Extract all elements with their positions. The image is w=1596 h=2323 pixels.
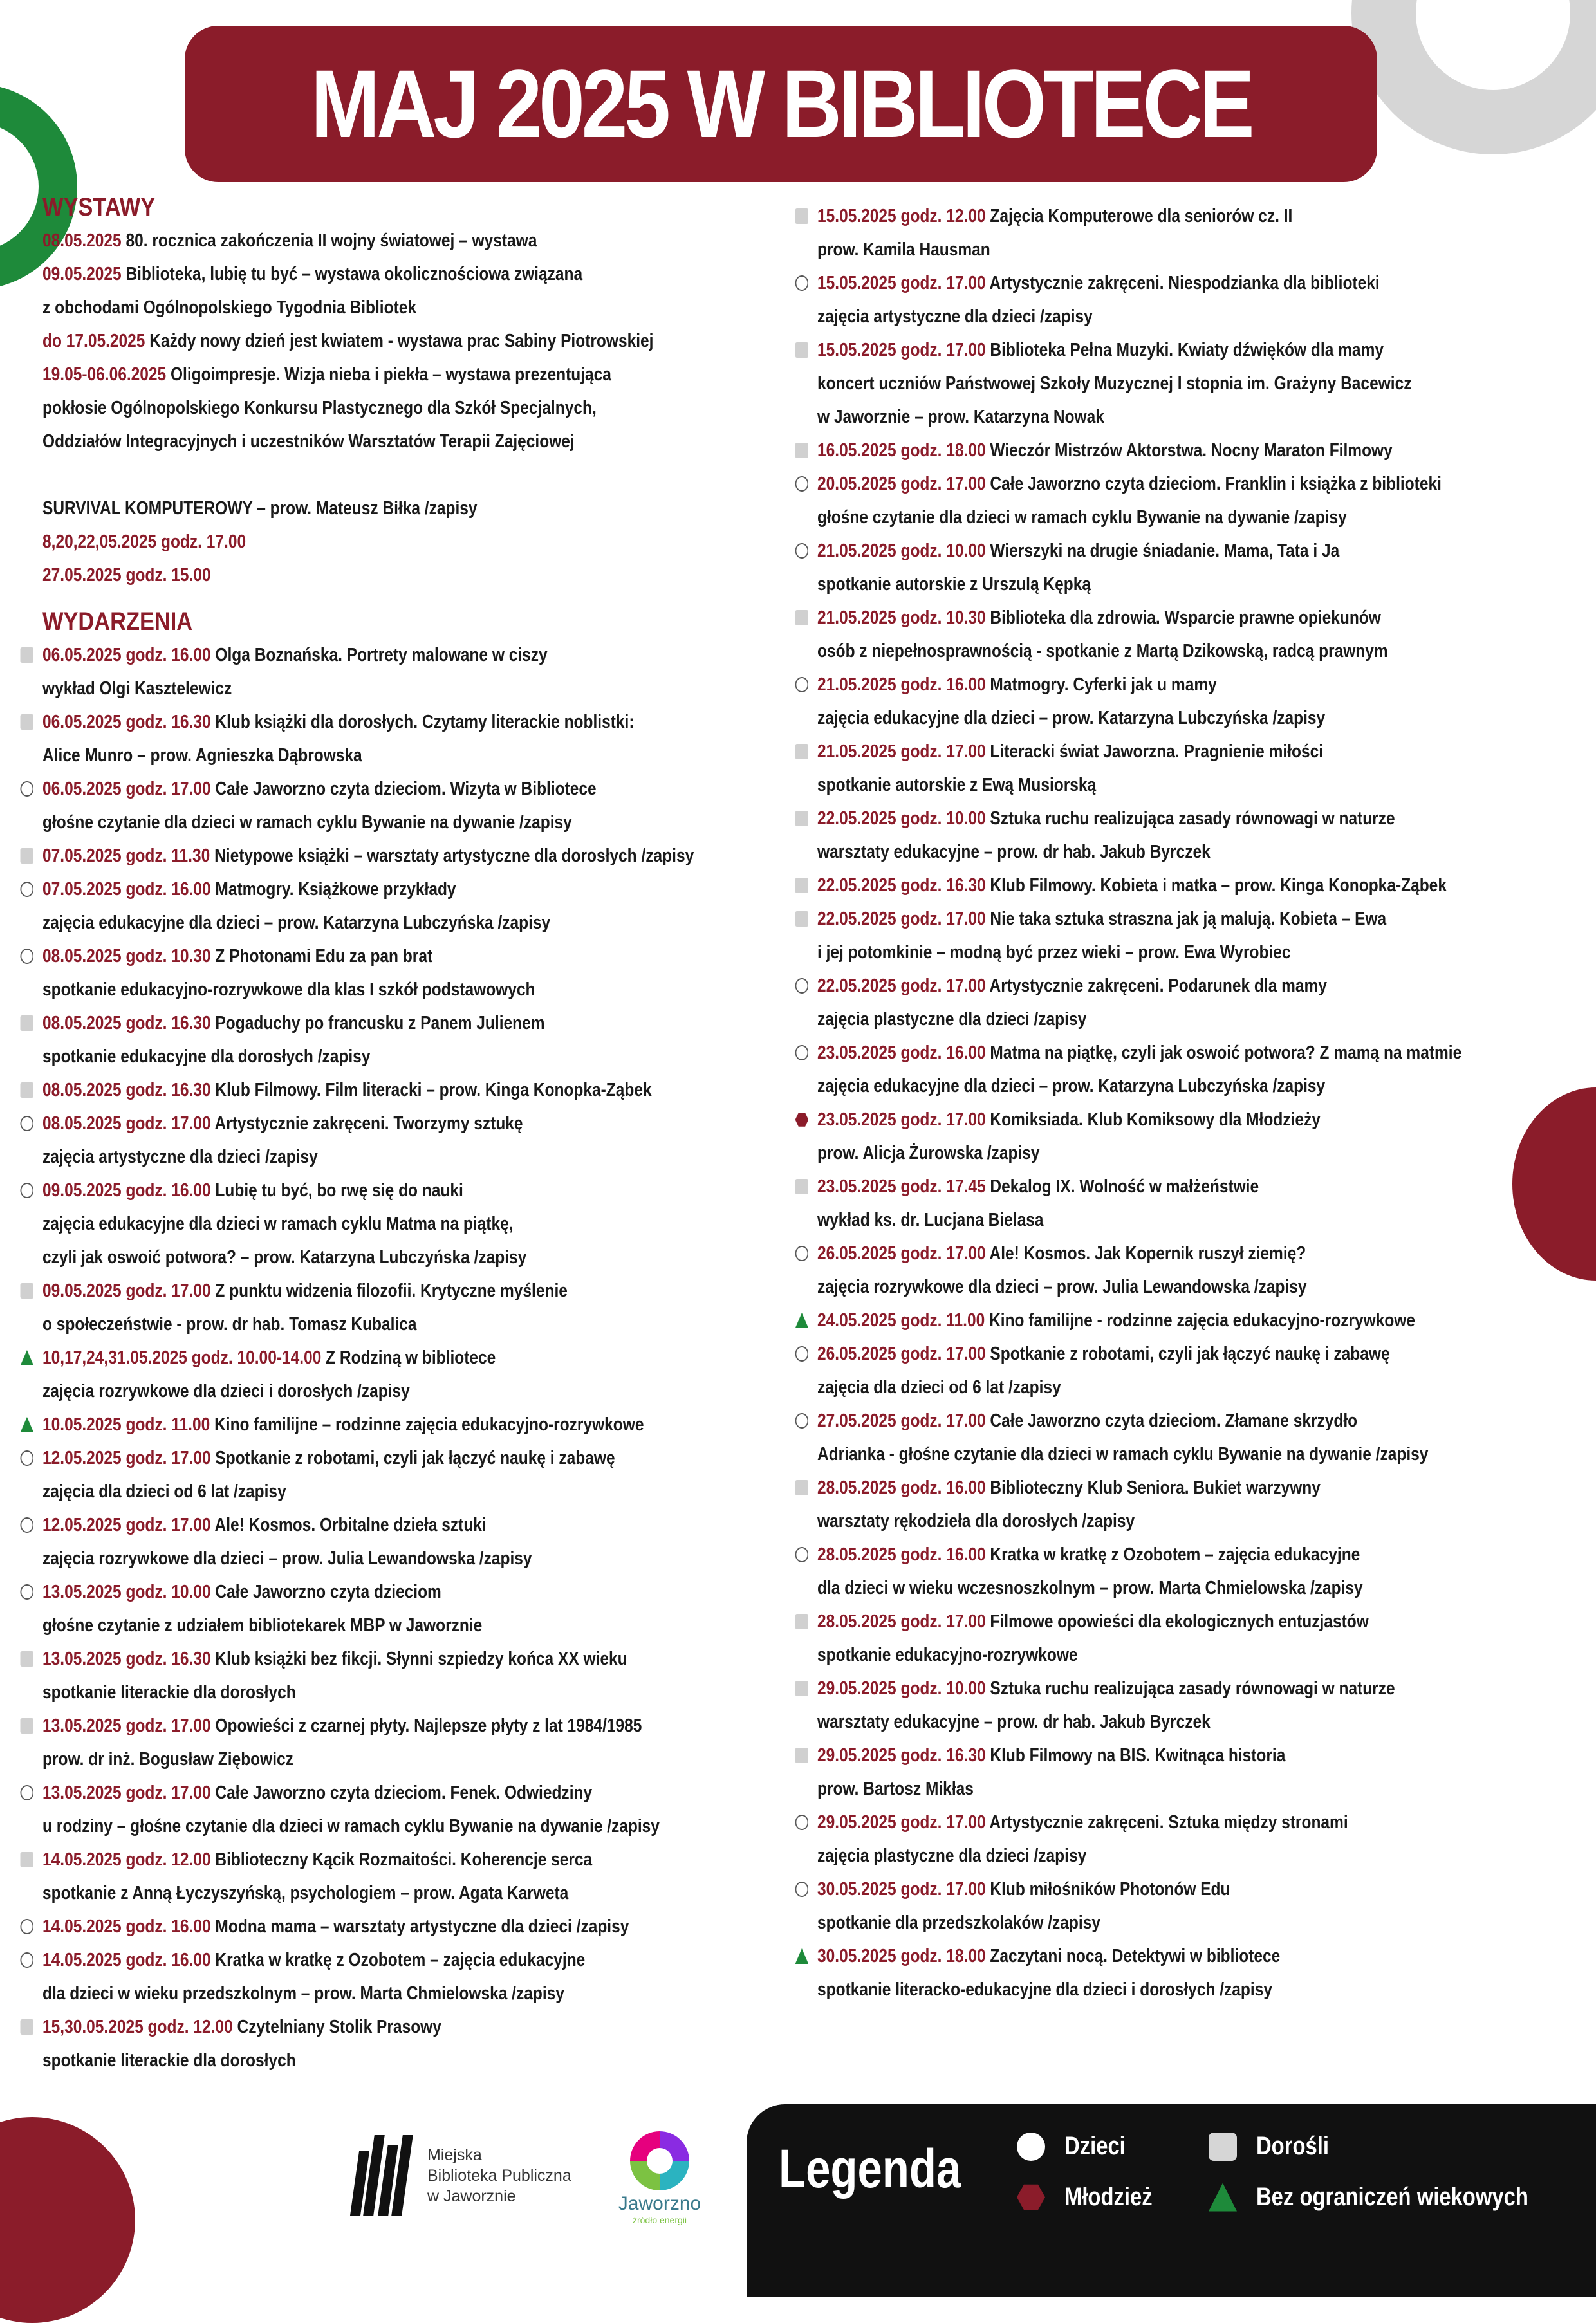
event-details: dla dzieci w wieku wczesnoszkolnym – prow. Marta Chmielowska /zapisy [817,1578,1363,1598]
event-details: zajęcia artystyczne dla dzieci /zapisy [817,306,1093,327]
wystawa-line [42,425,806,458]
circle-icon [795,677,809,692]
event-title: Całe Jaworzno czyta dzieciom. Franklin i książka z biblioteki [985,474,1442,494]
event-item [817,333,1581,434]
event-title: Wieczór Mistrzów Aktorstwa. Nocny Maraton Filmowy [985,440,1393,461]
event-date: 13.05.2025 godz. 10.00 [42,1582,211,1602]
event-date: 15.05.2025 godz. 17.00 [817,273,986,293]
wystawa-text: Biblioteka, lubię tu być – wystawa okolicznościowa związana [121,264,583,284]
event-date: 10.05.2025 godz. 11.00 [42,1414,210,1435]
event-details: głośne czytanie dla dzieci w ramach cyklu Bywanie na dywanie /zapisy [42,812,572,833]
event-title: Artystycznie zakręceni. Niespodzianka dla biblioteki [985,273,1380,293]
event-date: 27.05.2025 godz. 17.00 [817,1411,986,1431]
page-title: MAJ 2025 W BIBLIOTECE [310,50,1252,158]
left-column [42,190,806,2077]
wystawa-date: do 17.05.2025 [42,331,145,351]
triangle-icon [21,1350,34,1365]
event-title: Klub książki bez fikcji. Słynni szpiedzy końca XX wieku [210,1649,627,1669]
event-title: Biblioteka Pełna Muzyki. Kwiaty dźwięków dla mamy [985,340,1384,360]
event-date: 15.05.2025 godz. 17.00 [817,340,986,360]
event-item [42,1642,806,1709]
event-item [817,869,1581,902]
event-details: warsztaty rękodzieła dla dorosłych /zapisy [817,1511,1135,1532]
event-details: spotkanie literackie dla dorosłych [42,2050,296,2071]
jaworzno-logo [602,2131,718,2225]
event-date: 20.05.2025 godz. 17.00 [817,474,986,494]
square-icon [795,208,809,224]
event-item [42,705,806,772]
event-details: zajęcia rozrywkowe dla dzieci i dorosłych /zapisy [42,1381,410,1402]
circle-icon [795,1815,809,1830]
event-title: Matmogry. Cyferki jak u mamy [985,674,1217,695]
jaworzno-logo-name: Jaworzno [618,2193,701,2214]
event-item [42,1107,806,1174]
event-date: 23.05.2025 godz. 17.45 [817,1176,986,1197]
square-icon [795,1681,809,1696]
event-details: zajęcia dla dzieci od 6 lat /zapisy [42,1481,286,1502]
event-title: Całe Jaworzno czyta dzieciom [210,1582,441,1602]
wystawa-line [42,358,806,391]
event-details: u rodziny – głośne czytanie dla dzieci w ramach cyklu Bywanie na dywanie /zapisy [42,1816,660,1837]
event-date: 15,30.05.2025 godz. 12.00 [42,2017,233,2037]
event-details: spotkanie autorskie z Urszulą Kępką [817,574,1091,595]
event-item [42,772,806,839]
event-details: zajęcia plastyczne dla dzieci /zapisy [817,1009,1087,1030]
circle-icon [795,1882,809,1897]
event-item [817,802,1581,869]
event-title: Artystycznie zakręceni. Podarunek dla mamy [985,976,1327,996]
event-item [817,199,1581,266]
event-item [817,1806,1581,1873]
circle-icon [21,949,34,964]
event-title: Kino familijne – rodzinne zajęcia edukacyjno-rozrywkowe [210,1414,644,1435]
circle-icon [21,1952,34,1968]
square-icon [795,443,809,458]
event-title: Artystycznie zakręceni. Sztuka między stronami [985,1812,1348,1833]
event-item [817,1237,1581,1304]
event-date: 21.05.2025 godz. 17.00 [817,741,986,762]
event-date: 09.05.2025 godz. 16.00 [42,1180,211,1201]
square-icon [21,714,34,730]
event-details: osób z niepełnosprawnością - spotkanie z Martą Dzikowską, radcą prawnym [817,641,1388,662]
event-title: Ale! Kosmos. Jak Kopernik ruszył ziemię? [985,1243,1306,1264]
circle-icon [795,1413,809,1429]
event-date: 08.05.2025 godz. 10.30 [42,946,211,967]
square-icon [21,1651,34,1667]
event-title: Biblioteka dla zdrowia. Wsparcie prawne opiekunów [985,607,1381,628]
event-date: 16.05.2025 godz. 18.00 [817,440,986,461]
event-date: 26.05.2025 godz. 17.00 [817,1344,986,1364]
event-date: 08.05.2025 godz. 16.30 [42,1013,211,1033]
event-item [817,1103,1581,1170]
circle-icon [21,1785,34,1800]
library-logo-line: Biblioteka Publiczna [427,2166,571,2185]
event-details: zajęcia rozrywkowe dla dzieci – prow. Julia Lewandowska /zapisy [42,1548,532,1569]
event-title: Matma na piątkę, czyli jak oswoić potwora? Z mamą na matmie [985,1042,1462,1063]
event-item [42,1408,806,1441]
event-details: zajęcia plastyczne dla dzieci /zapisy [817,1846,1087,1866]
triangle-icon [1209,2183,1237,2212]
event-date: 30.05.2025 godz. 17.00 [817,1879,986,1900]
event-title: Z Rodziną w bibliotece [321,1347,496,1368]
event-date: 22.05.2025 godz. 17.00 [817,909,986,929]
circle-icon [21,1919,34,1934]
square-icon [795,1480,809,1495]
event-details: zajęcia edukacyjne dla dzieci – prow. Katarzyna Lubczyńska /zapisy [817,1076,1326,1097]
right-column [817,199,1581,2006]
event-date: 07.05.2025 godz. 16.00 [42,879,211,900]
circle-icon [21,1183,34,1198]
event-date: 14.05.2025 godz. 16.00 [42,1950,211,1970]
event-details: spotkanie dla przedszkolaków /zapisy [817,1912,1100,1933]
event-details: spotkanie autorskie z Ewą Musiorską [817,775,1097,795]
legend-item-dorosli: Dorośli [1209,2132,1345,2161]
event-item [817,902,1581,969]
event-details: głośne czytanie dla dzieci w ramach cyklu Bywanie na dywanie /zapisy [817,507,1347,528]
event-title: Klub Filmowy. Kobieta i matka – prow. Kinga Konopka-Ząbek [985,875,1447,896]
event-title: Klub miłośników Photonów Edu [985,1879,1230,1900]
legend-item-dzieci: Dzieci [1017,2132,1139,2161]
event-date: 12.05.2025 godz. 17.00 [42,1515,211,1535]
event-item [817,1404,1581,1471]
event-details: Alice Munro – prow. Agnieszka Dąbrowska [42,745,362,766]
event-details: głośne czytanie z udziałem bibliotekarek MBP w Jaworznie [42,1615,483,1636]
event-title: Olga Boznańska. Portrety malowane w ciszy [210,645,548,665]
event-date: 28.05.2025 godz. 16.00 [817,1544,986,1565]
event-item [817,735,1581,802]
legend-item-all-ages: Bez ograniczeń wiekowych [1209,2183,1588,2212]
wystawa-line [42,257,806,291]
survival-date: 27.05.2025 godz. 15.00 [42,565,211,586]
decor-red-circle-bottom [0,2117,135,2323]
square-icon [795,1748,809,1763]
event-title: Biblioteczny Kącik Rozmaitości. Koherencje serca [210,1849,593,1870]
wystawa-date: 08.05.2025 [42,230,122,251]
event-item [42,2010,806,2077]
event-title: Komiksiada. Klub Komiksowy dla Młodzieży [985,1109,1321,1130]
event-item [42,1575,806,1642]
circle-icon [21,1450,34,1466]
event-details: zajęcia dla dzieci od 6 lat /zapisy [817,1377,1061,1398]
section-heading-wydarzenia: WYDARZENIA [42,607,193,636]
wystawa-text: Oddziałów Integracyjnych i uczestników Warsztatów Terapii Zajęciowej [42,431,575,452]
event-title: Biblioteczny Klub Seniora. Bukiet warzywny [985,1477,1321,1498]
circle-icon [795,476,809,492]
event-item [817,1739,1581,1806]
library-logo-line: w Jaworznie [427,2187,516,2205]
event-date: 23.05.2025 godz. 16.00 [817,1042,986,1063]
event-item [817,1672,1581,1739]
event-date: 10,17,24,31.05.2025 godz. 10.00-14.00 [42,1347,322,1368]
jaworzno-logo-icon [630,2131,689,2190]
square-icon [21,1283,34,1299]
circle-icon [1017,2133,1045,2161]
event-date: 21.05.2025 godz. 10.30 [817,607,986,628]
event-item [42,839,806,873]
square-icon [795,342,809,358]
event-details: spotkanie literackie dla dorosłych [42,1682,296,1703]
title-banner [185,26,1377,182]
circle-icon [21,1116,34,1131]
circle-icon [21,882,34,897]
jaworzno-logo-tagline: źródło energii [632,2215,687,2225]
event-title: Sztuka ruchu realizująca zasady równowagi w naturze [985,808,1395,829]
event-title: Kratka w kratkę z Ozobotem – zajęcia edukacyjne [985,1544,1360,1565]
event-item [42,638,806,705]
event-title: Matmogry. Książkowe przykłady [210,879,456,900]
event-date: 28.05.2025 godz. 17.00 [817,1611,986,1632]
event-item [42,1910,806,1943]
event-item [42,1709,806,1776]
square-icon [795,1614,809,1629]
event-details: prow. Bartosz Mikłas [817,1779,974,1799]
square-icon [795,811,809,826]
wystawa-text: Każdy nowy dzień jest kwiatem - wystawa prac Sabiny Piotrowskiej [145,331,654,351]
library-logo-line: Miejska [427,2145,482,2164]
event-title: Lubię tu być, bo rwę się do nauki [210,1180,463,1201]
event-title: Zaczytani nocą. Detektywi w bibliotece [985,1946,1281,1967]
event-date: 30.05.2025 godz. 18.00 [817,1946,986,1967]
event-details: wykład ks. dr. Lucjana Bielasa [817,1210,1044,1230]
circle-icon [21,1517,34,1533]
event-date: 14.05.2025 godz. 12.00 [42,1849,211,1870]
event-details: i jej potomkinie – modną być przez wieki – prow. Ewa Wyrobiec [817,942,1291,963]
event-item [817,434,1581,467]
event-details: spotkanie literacko-edukacyjne dla dzieci i dorosłych /zapisy [817,1979,1272,2000]
wystawa-text: pokłosie Ogólnopolskiego Konkursu Plastycznego dla Szkół Specjalnych, [42,398,597,418]
event-item [817,534,1581,601]
event-date: 21.05.2025 godz. 10.00 [817,541,986,561]
event-title: Klub Filmowy. Film literacki – prow. Kinga Konopka-Ząbek [210,1080,652,1100]
event-title: Kino familijne - rodzinne zajęcia edukacyjno-rozrywkowe [985,1310,1416,1331]
event-date: 12.05.2025 godz. 17.00 [42,1448,211,1468]
event-title: Filmowe opowieści dla ekologicznych entuzjastów [985,1611,1369,1632]
event-details: zajęcia edukacyjne dla dzieci – prow. Katarzyna Lubczyńska /zapisy [817,708,1326,728]
event-item [42,1006,806,1073]
event-date: 22.05.2025 godz. 16.30 [817,875,986,896]
decor-gray-ring [1351,0,1596,154]
circle-icon [21,1584,34,1600]
event-date: 13.05.2025 godz. 16.30 [42,1649,211,1669]
event-item [42,1341,806,1408]
event-details: zajęcia edukacyjne dla dzieci w ramach cyklu Matma na piątkę, [42,1214,514,1234]
event-item [42,1441,806,1508]
event-title: Czytelniany Stolik Prasowy [232,2017,441,2037]
event-title: Pogaduchy po francusku z Panem Julienem [210,1013,545,1033]
circle-icon [21,781,34,797]
square-icon [795,878,809,893]
square-icon [1209,2133,1237,2161]
event-item [817,1170,1581,1237]
event-title: Literacki świat Jaworzna. Pragnienie miłości [985,741,1324,762]
event-item [42,1073,806,1107]
event-date: 15.05.2025 godz. 12.00 [817,206,986,227]
triangle-icon [21,1417,34,1432]
event-details: prow. dr inż. Bogusław Ziębowicz [42,1749,293,1770]
event-list-right [817,199,1581,2006]
event-details: warsztaty edukacyjne – prow. dr hab. Jakub Byrczek [817,842,1211,862]
event-item [817,1304,1581,1337]
event-title: Sztuka ruchu realizująca zasady równowagi w naturze [985,1678,1395,1699]
wystawa-line [42,324,806,358]
event-title: Zajęcia Komputerowe dla seniorów cz. II [985,206,1293,227]
square-icon [795,911,809,927]
circle-icon [795,1547,809,1562]
event-details: prow. Kamila Hausman [817,239,990,260]
event-title: Dekalog IX. Wolność w małżeństwie [985,1176,1259,1197]
event-item [42,1843,806,1910]
event-details: koncert uczniów Państwowej Szkoły Muzycznej I stopnia im. Grażyny Bacewicz [817,373,1412,394]
event-title: Całe Jaworzno czyta dzieciom. Złamane skrzydło [985,1411,1358,1431]
event-date: 06.05.2025 godz. 17.00 [42,779,211,799]
event-title: Nie taka sztuka straszna jak ją malują. Kobieta – Ewa [985,909,1387,929]
event-item [42,873,806,939]
event-item [42,939,806,1006]
event-details: zajęcia rozrywkowe dla dzieci – prow. Julia Lewandowska /zapisy [817,1277,1307,1297]
event-item [817,266,1581,333]
section-heading-wystawy: WYSTAWY [42,193,156,221]
event-title: Z Photonami Edu za pan brat [210,946,433,967]
event-details: spotkanie z Anną Łyczyszyńską, psychologiem – prow. Agata Karweta [42,1883,569,1903]
event-title: Nietypowe książki – warsztaty artystyczne dla dorosłych /zapisy [210,846,694,866]
event-date: 24.05.2025 godz. 11.00 [817,1310,985,1331]
event-date: 06.05.2025 godz. 16.00 [42,645,211,665]
wystawa-date: 09.05.2025 [42,264,122,284]
event-title: Z punktu widzenia filozofii. Krytyczne myślenie [210,1281,568,1301]
event-date: 06.05.2025 godz. 16.30 [42,712,211,732]
square-icon [21,1082,34,1098]
wystawa-line [42,224,806,257]
event-item [42,1174,806,1274]
survival-title: SURVIVAL KOMPUTEROWY – prow. Mateusz Biłka /zapisy [42,498,478,519]
event-details: w Jaworznie – prow. Katarzyna Nowak [817,407,1104,427]
library-logo-mark [351,2135,418,2216]
wystawa-text: z obchodami Ogólnopolskiego Tygodnia Bibliotek [42,297,416,318]
circle-icon [795,1346,809,1362]
event-list-left [42,638,806,2077]
hexagon-icon [1017,2183,1045,2212]
event-date: 21.05.2025 godz. 16.00 [817,674,986,695]
event-details: prow. Alicja Żurowska /zapisy [817,1143,1040,1163]
event-details: czyli jak oswoić potwora? – prow. Katarzyna Lubczyńska /zapisy [42,1247,527,1268]
event-details: Adrianka - głośne czytanie dla dzieci w ramach cyklu Bywanie na dywanie /zapisy [817,1444,1429,1465]
event-date: 13.05.2025 godz. 17.00 [42,1716,211,1736]
square-icon [795,1179,809,1194]
event-details: dla dzieci w wieku przedszkolnym – prow. Marta Chmielowska /zapisy [42,1983,564,2004]
event-item [817,1605,1581,1672]
event-title: Modna mama – warsztaty artystyczne dla dzieci /zapisy [210,1916,629,1937]
square-icon [21,647,34,663]
event-date: 22.05.2025 godz. 17.00 [817,976,986,996]
event-details: zajęcia edukacyjne dla dzieci – prow. Katarzyna Lubczyńska /zapisy [42,912,551,933]
event-details: spotkanie edukacyjno-rozrywkowe [817,1645,1078,1665]
event-item [817,601,1581,668]
event-date: 28.05.2025 godz. 16.00 [817,1477,986,1498]
event-details: spotkanie edukacyjno-rozrywkowe dla klas I szkół podstawowych [42,979,535,1000]
circle-icon [795,543,809,559]
event-title: Całe Jaworzno czyta dzieciom. Fenek. Odwiedziny [210,1782,593,1803]
circle-icon [795,275,809,291]
event-details: warsztaty edukacyjne – prow. dr hab. Jakub Byrczek [817,1712,1211,1732]
event-details: wykład Olgi Kasztelewicz [42,678,232,699]
event-item [42,1776,806,1843]
circle-icon [795,978,809,994]
event-date: 29.05.2025 godz. 17.00 [817,1812,986,1833]
event-item [817,1538,1581,1605]
wystawa-line [42,391,806,425]
event-title: Klub książki dla dorosłych. Czytamy literackie noblistki: [210,712,635,732]
event-date: 26.05.2025 godz. 17.00 [817,1243,986,1264]
event-title: Wierszyki na drugie śniadanie. Mama, Tata i Ja [985,541,1340,561]
square-icon [21,1718,34,1734]
event-title: Klub Filmowy na BIS. Kwitnąca historia [985,1745,1286,1766]
event-item [42,1508,806,1575]
event-date: 29.05.2025 godz. 10.00 [817,1678,986,1699]
square-icon [21,1852,34,1867]
event-title: Opowieści z czarnej płyty. Najlepsze płyty z lat 1984/1985 [210,1716,642,1736]
wystawa-line [42,291,806,324]
event-date: 22.05.2025 godz. 10.00 [817,808,986,829]
event-title: Spotkanie z robotami, czyli jak łączyć naukę i zabawę [210,1448,615,1468]
circle-icon [795,1246,809,1261]
event-item [817,1471,1581,1538]
event-item [817,1873,1581,1939]
event-item [42,1274,806,1341]
square-icon [795,610,809,625]
square-icon [21,848,34,864]
event-title: Artystycznie zakręceni. Tworzymy sztukę [210,1113,523,1134]
event-date: 08.05.2025 godz. 17.00 [42,1113,211,1134]
circle-icon [795,1045,809,1060]
event-date: 23.05.2025 godz. 17.00 [817,1109,986,1130]
library-logo [351,2135,571,2216]
event-item [817,1337,1581,1404]
event-details: spotkanie edukacyjne dla dorosłych /zapisy [42,1046,371,1067]
wystawa-text: Oligoimpresje. Wizja nieba i piekła – wystawa prezentująca [166,364,611,385]
wystawy-list [42,224,806,458]
wystawa-date: 19.05-06.06.2025 [42,364,167,385]
event-date: 13.05.2025 godz. 17.00 [42,1782,211,1803]
event-item [817,467,1581,534]
event-item [817,1036,1581,1103]
event-title: Kratka w kratkę z Ozobotem – zajęcia edukacyjne [210,1950,586,1970]
event-title: Całe Jaworzno czyta dzieciom. Wizyta w Bibliotece [210,779,597,799]
square-icon [795,744,809,759]
square-icon [21,2019,34,2035]
event-item [817,1939,1581,2006]
event-date: 08.05.2025 godz. 16.30 [42,1080,211,1100]
event-date: 14.05.2025 godz. 16.00 [42,1916,211,1937]
wystawa-text: 80. rocznica zakończenia II wojny światowej – wystawa [121,230,537,251]
legend-title: Legenda [779,2138,961,2199]
survival-date: 8,20,22,05.2025 godz. 17.00 [42,532,246,552]
event-details: zajęcia artystyczne dla dzieci /zapisy [42,1147,318,1167]
event-title: Spotkanie z robotami, czyli jak łączyć naukę i zabawę [985,1344,1390,1364]
legend-item-mlodziez: Młodzież [1017,2183,1172,2212]
event-item [817,969,1581,1036]
event-title: Ale! Kosmos. Orbitalne dzieła sztuki [210,1515,487,1535]
event-date: 09.05.2025 godz. 17.00 [42,1281,211,1301]
event-date: 07.05.2025 godz. 11.30 [42,846,210,866]
event-details: o społeczeństwie - prow. dr hab. Tomasz Kubalica [42,1314,417,1335]
square-icon [21,1015,34,1031]
event-date: 29.05.2025 godz. 16.30 [817,1745,986,1766]
event-item [42,1943,806,2010]
event-item [817,668,1581,735]
